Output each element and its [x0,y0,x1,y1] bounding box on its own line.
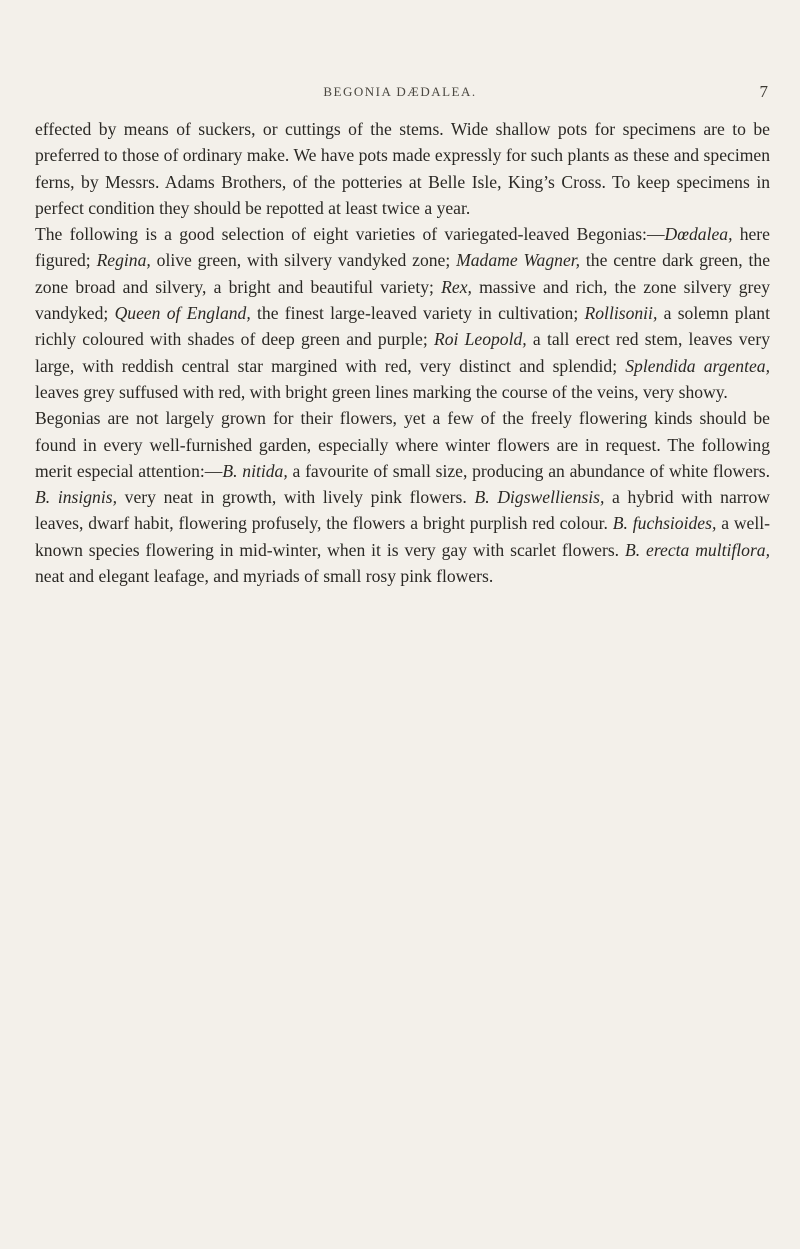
running-head [0,84,800,108]
text-run: a tall erect red stem, leaves very large, with reddish central star margined with red, very distinct and splendid; [35,329,771,376]
variety-name: Rex, [441,276,472,297]
body-text [35,116,770,589]
variety-name: Rollisonii, [584,303,658,324]
page-number: 7 [759,82,768,101]
variety-name: B. erecta multiflora, [624,539,770,560]
paragraph-2 [35,221,770,405]
text-run: effected by means of suckers, or cuttings of the stems. Wide shallow pots for specimens are to be preferred to those of ordinary make. We have pots made expressly for such plants as these and specimen ferns, by Messrs. Adams Brothers, of the potteries at Belle Isle, King’s Cross. To keep specimens in perfect condition they should be repotted at least twice a year. [35,119,770,218]
text-run: very neat in growth, with lively pink flowers. [116,487,475,508]
text-run: here figured; [35,224,770,271]
text-run: The following is a good selection of eight varieties of variegated-leaved Begonias:— [35,224,665,245]
running-title: BEGONIA DÆDALEA. [323,84,477,99]
variety-name: Roi Leopold, [433,329,527,350]
paragraph-1 [35,116,770,221]
variety-name: B. fuchsioides, [612,513,717,534]
variety-name: B. insignis, [35,487,117,508]
text-run: massive and rich, the zone silvery grey vandyked; [35,276,771,324]
text-run: the centre dark green, the zone broad and silvery, a bright and beautiful variety; [35,250,771,297]
text-run: a well-known species flowering in mid-winter, when it is very gay with scarlet flowers. [35,513,771,560]
variety-name: Queen of England, [114,303,251,324]
text-run: leaves grey suffused with red, with bright green lines marking the course of the veins, very showy. [35,381,728,402]
text-run: Begonias are not largely grown for their flowers, yet a few of the freely flowering kinds should be found in every well-furnished garden, especially where winter flowers are in request. The following merit especial attention:— [35,408,770,481]
variety-name: Regina, [96,250,151,271]
text-run: olive green, with silvery vandyked zone; [150,250,457,271]
paragraph-3 [35,405,770,589]
variety-name: B. nitida, [222,460,288,481]
variety-name: Madame Wagner, [456,250,581,271]
variety-name: Dœdalea, [664,224,733,245]
variety-name: B. Digswelliensis, [474,487,605,508]
text-run: neat and elegant leafage, and myriads of small rosy pink flowers. [35,566,494,587]
text-run: the finest large-leaved variety in cultivation; [250,303,585,324]
text-run: a favourite of small size, producing an abundance of white flowers. [287,460,771,481]
variety-name: Splendida argentea, [625,355,770,376]
text-run: a hybrid with narrow leaves, dwarf habit, flowering profusely, the flowers a bright purplish red colour. [35,487,770,534]
text-run: a solemn plant richly coloured with shades of deep green and purple; [35,303,770,350]
